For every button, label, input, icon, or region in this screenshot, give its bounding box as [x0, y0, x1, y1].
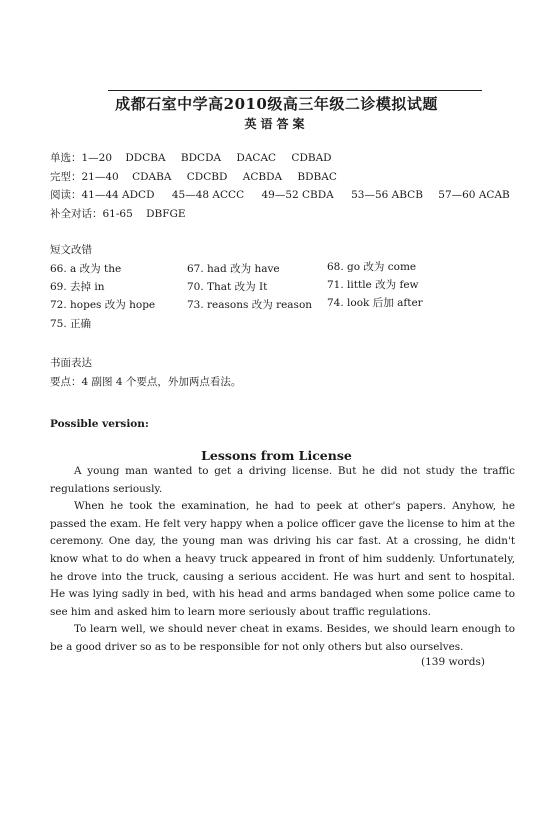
answer-group: DACAC: [236, 152, 277, 164]
answers-reading: [50, 187, 510, 202]
answer-label: 补全对话：61-65: [50, 208, 133, 220]
correction-item: 66. a 改为 the: [50, 263, 122, 275]
correction-item: 71. little 改为 few: [327, 279, 419, 291]
answer-label: 单选：1—20: [50, 152, 113, 164]
essay-title: Lessons from License: [201, 448, 352, 463]
correction-item: 68. go 改为 come: [327, 261, 417, 273]
answer-group: CDABA: [132, 171, 172, 183]
answer-group: CDCBD: [186, 171, 228, 183]
essay-paragraph: To learn well, we should never cheat in exams. Besides, we should learn enough to be a good driver so as to be responsible for not only others but also ourselves.: [50, 623, 515, 653]
answer-group: BDBAC: [297, 171, 337, 183]
correction-item: 72. hopes 改为 hope: [50, 299, 156, 311]
correction-item: 73. reasons 改为 reason: [187, 299, 313, 311]
answer-group: 53—56 ABCB: [351, 189, 423, 201]
word-count: (139 words): [420, 656, 485, 668]
header-rule: [108, 90, 482, 91]
answers-single-choice: [50, 150, 332, 165]
correction-item: 74. look 后加 after: [327, 297, 423, 309]
correction-heading: 短文改错: [50, 244, 92, 256]
page-subtitle: 英语答案: [244, 117, 309, 131]
page-title: 成都石室中学高2010级高三年级二诊模拟试题: [115, 95, 438, 113]
answer-label: 阅读：41—44 ADCD: [50, 189, 155, 201]
essay-body: [50, 463, 515, 657]
answer-group: 45—48 ACCC: [171, 189, 245, 201]
possible-version-label: Possible version:: [50, 418, 149, 430]
answer-group: 49—52 CBDA: [261, 189, 334, 201]
correction-item: 69. 去掉 in: [50, 281, 105, 293]
writing-heading: 书面表达: [50, 357, 92, 369]
answer-label: 完型：21—40: [50, 171, 119, 183]
answer-group: DBFGE: [146, 208, 186, 220]
essay-paragraph: A young man wanted to get a driving license. But he did not study the traffic regulations seriously.: [50, 465, 515, 495]
answer-group: BDCDA: [180, 152, 222, 164]
answers-dialogue: [50, 206, 186, 221]
correction-item: 70. That 改为 It: [187, 281, 268, 293]
answer-group: DDCBA: [125, 152, 166, 164]
answer-group: 57—60 ACAB: [438, 189, 510, 201]
writing-points: 要点：4 副图 4 个要点，外加两点看法。: [50, 376, 242, 388]
correction-item: 75. 正确: [50, 318, 92, 330]
essay-paragraph: When he took the examination, he had to peek at other's papers. Anyhow, he passed the exam. He felt very happy when a police officer gave the license to him at the ceremony. One day, the young man was driving his car fast. At a crossing, he didn't know what to do when a heavy truck appeared in front of him suddenly. Unfortunately, he drove into the truck, causing a serious accident. He was hurt and sent to hospital. He was lying sadly in bed, with his head and arms bandaged when some police came to see him and asked him to learn more seriously about traffic regulations.: [50, 500, 515, 618]
answer-group: ACBDA: [242, 171, 283, 183]
answers-cloze: [50, 169, 337, 184]
answer-group: CDBAD: [291, 152, 332, 164]
correction-item: 67. had 改为 have: [187, 263, 280, 275]
